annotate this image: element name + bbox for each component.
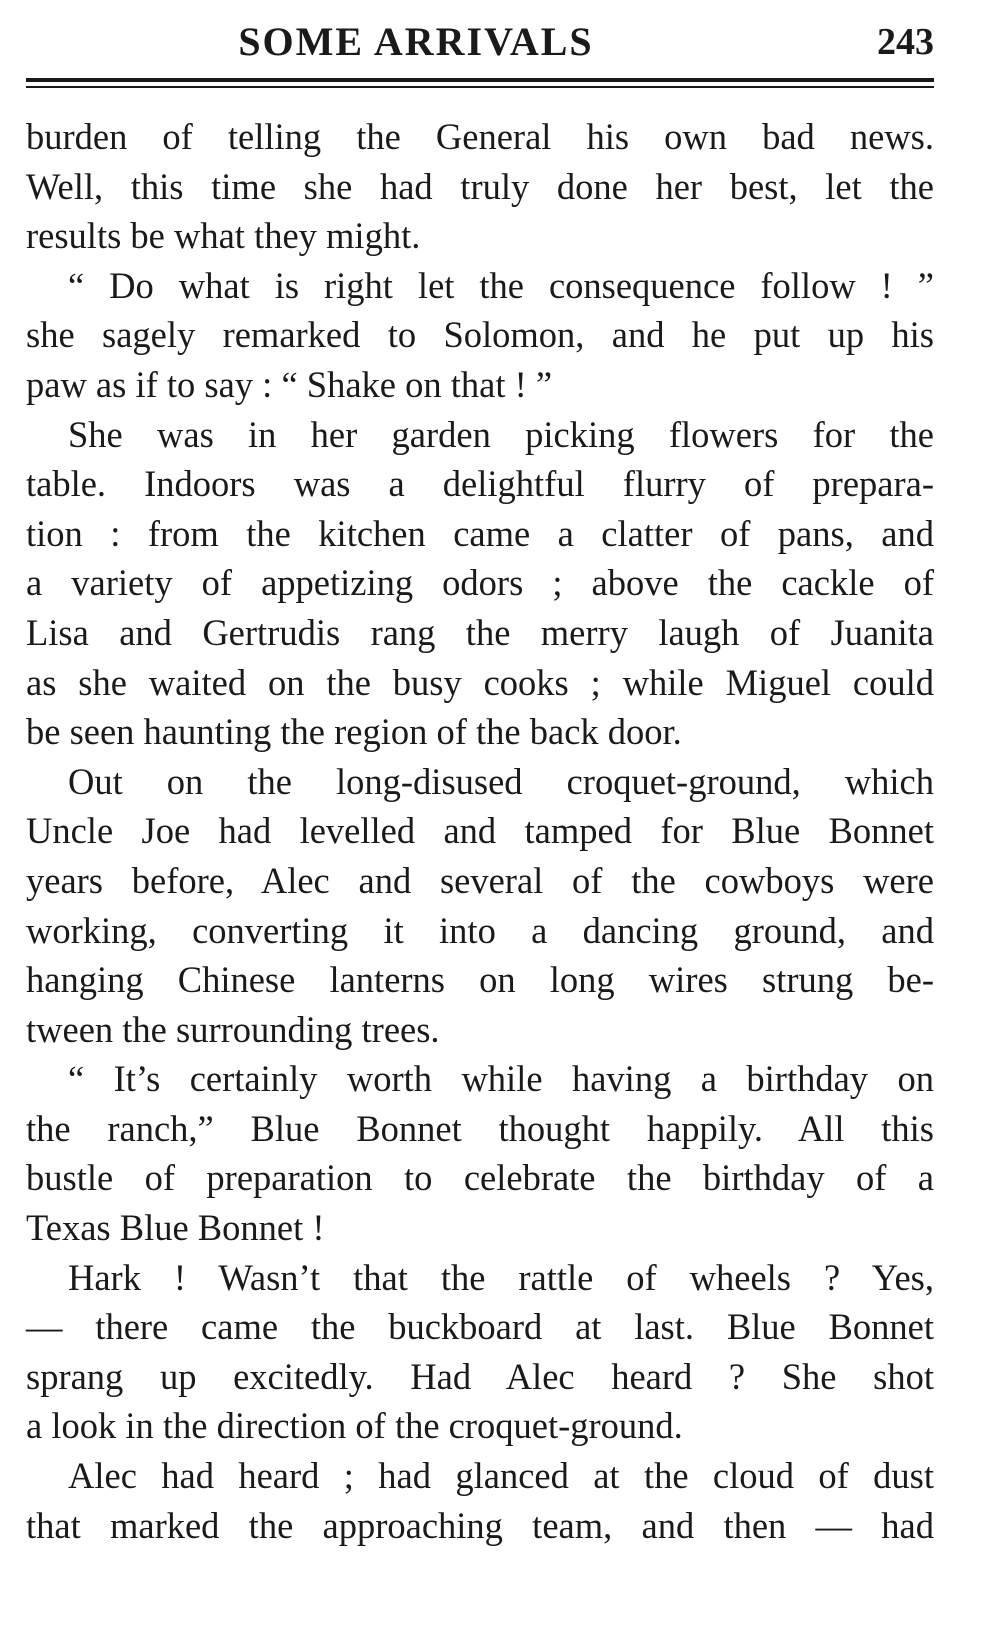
header-rule-thick <box>26 78 934 82</box>
text-line: hanging Chinese lanterns on long wires strung be- <box>26 959 934 1001</box>
text-line: Uncle Joe had levelled and tamped for Blue Bonnet <box>26 810 934 852</box>
chapter-title: SOME ARRIVALS <box>238 19 594 64</box>
text-line: Out on the long-disused croquet-ground, which <box>68 760 934 802</box>
text-line: a variety of appetizing odors ; above the cackle of <box>26 562 934 604</box>
text-line: Well, this time she had truly done her best, let the <box>26 165 934 207</box>
text-line: sprang up excitedly. Had Alec heard ? She shot <box>26 1355 934 1397</box>
text-line: paw as if to say : “ Shake on that ! ” <box>26 363 553 405</box>
text-line: she sagely remarked to Solomon, and he put up his <box>26 314 934 356</box>
running-head <box>26 14 934 74</box>
header-rule-thin <box>26 86 934 88</box>
text-line: as she waited on the busy cooks ; while Miguel could <box>26 661 934 703</box>
text-line: results be what they might. <box>26 215 421 257</box>
text-line: working, converting it into a dancing ground, and <box>26 909 934 951</box>
text-line: Alec had heard ; had glanced at the cloud of dust <box>68 1455 934 1497</box>
text-line: “ Do what is right let the consequence follow ! ” <box>68 264 934 306</box>
text-line: years before, Alec and several of the cowboys were <box>26 859 934 901</box>
text-line: Hark ! Wasn’t that the rattle of wheels ? Yes, <box>68 1256 934 1298</box>
text-line: tween the surrounding trees. <box>26 1008 440 1050</box>
text-line: “ It’s certainly worth while having a birthday on <box>68 1058 934 1100</box>
text-line: Texas Blue Bonnet ! <box>26 1207 325 1249</box>
text-line: She was in her garden picking flowers for the <box>68 413 934 455</box>
text-line: bustle of preparation to celebrate the birthday of a <box>26 1157 934 1199</box>
text-line: that marked the approaching team, and then — had <box>26 1504 934 1546</box>
text-line: Lisa and Gertrudis rang the merry laugh of Juanita <box>26 611 934 653</box>
body-text <box>26 112 934 1550</box>
text-line: be seen haunting the region of the back door. <box>26 711 682 753</box>
text-line: — there came the buckboard at last. Blue Bonnet <box>26 1306 934 1348</box>
text-line: the ranch,” Blue Bonnet thought happily. All this <box>26 1107 934 1149</box>
book-page <box>26 0 934 1627</box>
text-line: tion : from the kitchen came a clatter of pans, and <box>26 512 934 554</box>
text-line: table. Indoors was a delightful flurry of prepara- <box>26 463 934 505</box>
text-line: a look in the direction of the croquet-ground. <box>26 1405 683 1447</box>
page-number: 243 <box>877 21 934 63</box>
text-line: burden of telling the General his own bad news. <box>26 116 934 157</box>
